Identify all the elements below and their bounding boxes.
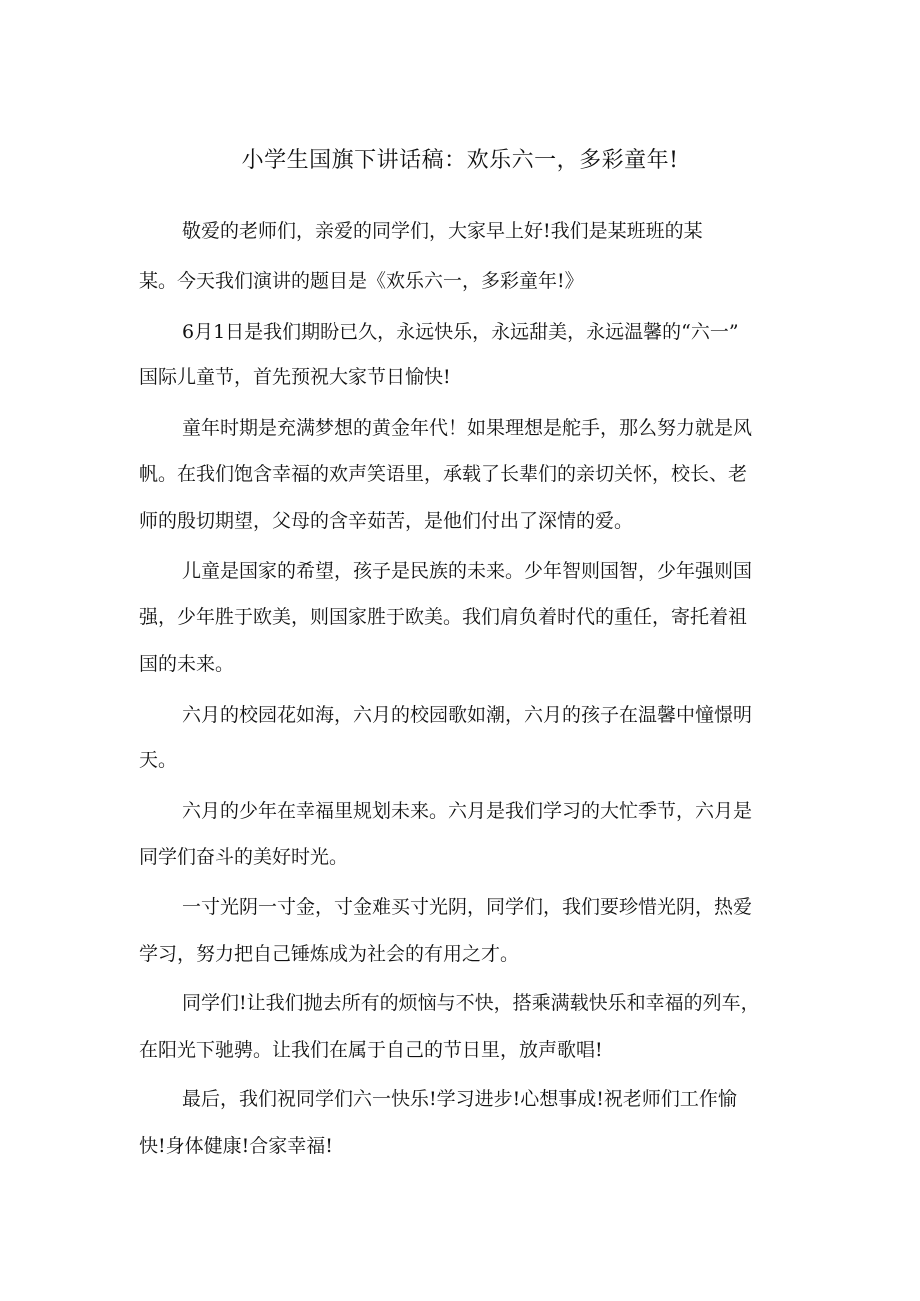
text-line: 6月1日是我们期盼已久，永远快乐，永远甜美，永远温馨的“六一” (182, 321, 739, 343)
text-line: 童年时期是充满梦想的黄金年代！如果理想是舵手，那么努力就是风 (182, 417, 753, 439)
text-line: 天。 (139, 749, 178, 771)
text-line: 敬爱的老师们，亲爱的同学们，大家早上好!我们是某班班的某 (182, 220, 703, 242)
text-line: 最后，我们祝同学们六一快乐!学习进步!心想事成!祝老师们工作愉 (182, 1088, 737, 1110)
text-line: 一寸光阴一寸金，寸金难买寸光阴，同学们，我们要珍惜光阴，热爱 (182, 896, 753, 918)
text-line: 帆。在我们饱含幸福的欢声笑语里，承载了长辈们的亲切关怀，校长、老 (139, 463, 748, 485)
text-line: 国的未来。 (139, 653, 235, 675)
text-line: 快!身体健康!合家幸福! (139, 1135, 333, 1157)
text-line: 同学们奋斗的美好时光。 (139, 846, 349, 868)
document-title: 小学生国旗下讲话稿：欢乐六一，多彩童年! (241, 148, 679, 173)
text-line: 学习，努力把自己锤炼成为社会的有用之才。 (139, 943, 520, 965)
text-line: 某。今天我们演讲的题目是《欢乐六一，多彩童年!》 (139, 270, 584, 292)
text-line: 师的殷切期望，父母的含辛茹苦，是他们付出了深情的爱。 (139, 510, 634, 532)
text-line: 国际儿童节，首先预祝大家节日愉快! (139, 366, 451, 388)
text-line: 儿童是国家的希望，孩子是民族的未来。少年智则国智，少年强则国 (182, 560, 753, 582)
text-line: 六月的校园花如海，六月的校园歌如潮，六月的孩子在温馨中憧憬明 (182, 704, 753, 726)
text-line: 在阳光下驰骋。让我们在属于自己的节日里，放声歌唱! (139, 1039, 603, 1061)
text-line: 同学们!让我们抛去所有的烦恼与不快，搭乘满载快乐和幸福的列车， (182, 992, 760, 1014)
text-line: 六月的少年在幸福里规划未来。六月是我们学习的大忙季节，六月是 (182, 800, 753, 822)
text-line: 强，少年胜于欧美，则国家胜于欧美。我们肩负着时代的重任，寄托着祖 (139, 606, 748, 628)
